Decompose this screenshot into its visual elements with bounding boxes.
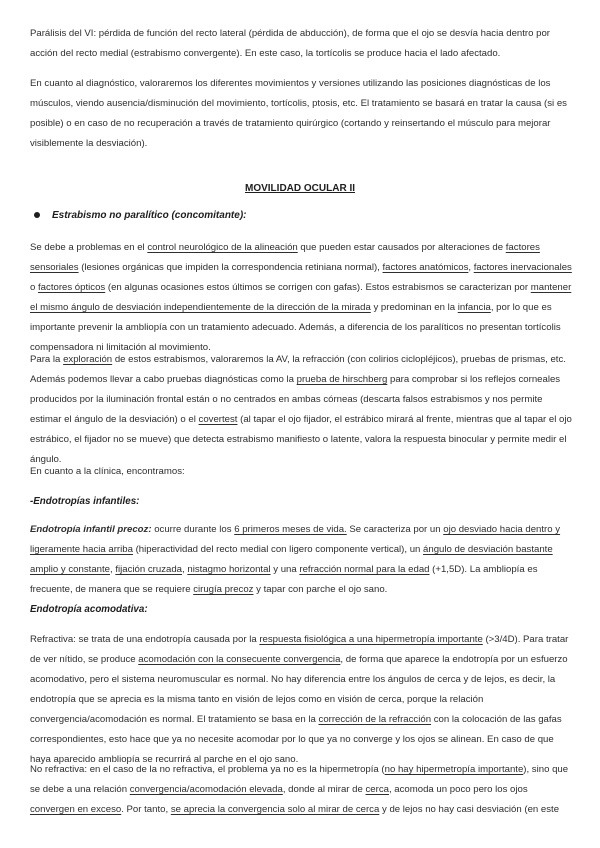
paragraph-diagnostico: En cuanto al diagnóstico, valoraremos los diferentes movimientos y versiones utilizando las posiciones diagnósticas de los músculos, viendo ausencia/disminución del movimiento, tortícolis, ptosis, etc. El tratamiento se basará en tratar la causa (si es posible) o en caso de no recuperación a través de tratamiento quirúrgico (cortando y reinsertando el músculo para mejorar visiblemente la desviación).: [30, 78, 567, 149]
bullet-heading: [30, 210, 246, 221]
paragraph-clinica: En cuanto a la clínica, encontramos:: [30, 466, 185, 477]
paragraph-endotropia-precoz: Endotropía infantil precoz: ocurre durante los 6 primeros meses de vida. Se caracteriza por un ojo desviado hacia dentro y ligeramente hacia arriba (hiperactividad del recto medial con ligero componente vertical), un ángulo de desviación bastante amplio y constante, fijación cruzada, nistagmo horizontal y una refracción normal para la edad (+1,5D). La ambliopía es frecuente, de manera que se requiere cirugía precoz y tapar con parche el ojo sano.: [30, 524, 561, 595]
bullet-icon: [34, 212, 40, 218]
bullet-heading-text: Estrabismo no paralítico (concomitante):: [52, 210, 247, 221]
subheading-endotropia-acomodativa: Endotropía acomodativa:: [30, 604, 148, 615]
section-title: MOVILIDAD OCULAR II: [245, 183, 355, 194]
paragraph-no-refractiva: No refractiva: en el caso de la no refractiva, el problema ya no es la hipermetropía (no hay hipermetropía importante), sino que se debe a una relación convergencia/acomodación elevada, donde al mirar de cerca, acomoda un poco pero los ojos convergen en exceso. Por tanto, se aprecia la convergencia solo al mirar de cerca y de lejos no hay casi desviación (en este: [30, 764, 569, 815]
paragraph-exploracion: Para la exploración de estos estrabismos, valoraremos la AV, la refracción (con colirios ciclopléjicos), pruebas de prismas, etc. Además podemos llevar a cabo pruebas diagnósticas como la prueba de hirschberg para comprobar si los reflejos corneales producidos por la iluminación frontal están o no centrados en ambas córneas (descarta falsos estrabismos y nos permite estimar el ángulo de la desviación) o el covertest (al tapar el ojo fijador, el estrábico mirará al frente, mientras que al tapar el ojo estrábico, el fijador no se mueve) que detecta estrabismo manifiesto o latente, valora la respuesta binocular y permite medir el ángulo.: [30, 354, 572, 465]
paragraph-refractiva: Refractiva: se trata de una endotropía causada por la respuesta fisiológica a una hipermetropía importante (>3/4D). Para tratar de ver nítido, se produce acomodación con la consecuente convergencia, de forma que aparece la endotropía por un esfuerzo acomodativo, pero el sistema neuromuscular es normal. No hay diferencia entre los ángulos de cerca y de lejos, es decir, la endotropía que se aprecia es la misma tanto en visión de lejos como en visión de cerca, porque la relación convergencia/acomodación es normal. El tratamiento se basa en la corrección de la refracción con la colocación de las gafas correspondientes, esto hace que ya no necesite acomodar por lo que ya no converge y los ojos se alinean. En caso de que haya aparecido ambliopía se recurrirá al parche en el ojo sano.: [30, 634, 569, 765]
subheading-endotropias-infantiles: -Endotropías infantiles:: [30, 496, 140, 507]
paragraph-paralisis-vi: Parálisis del VI: pérdida de función del recto lateral (pérdida de abducción), de forma que el ojo se desvía hacia dentro por acción del recto medial (estrabismo convergente). En este caso, la tortícolis se produce hacia el lado afectado.: [30, 28, 550, 59]
paragraph-causas: Se debe a problemas en el control neurológico de la alineación que pueden estar causados por alteraciones de factores sensoriales (lesiones orgánicas que impiden la correspondencia retiniana normal), factores anatómicos, factores inervacionales o factores ópticos (en algunas ocasiones estos últimos se corrigen con gafas). Estos estrabismos se caracterizan por mantener el mismo ángulo de desviación independientemente de la dirección de la mirada y predominan en la infancia, por lo que es importante prevenir la ambliopía con un tratamiento adecuado. Además, a diferencia de los paralíticos no presentan tortícolis compensadora ni limitación al movimiento.: [30, 242, 572, 353]
